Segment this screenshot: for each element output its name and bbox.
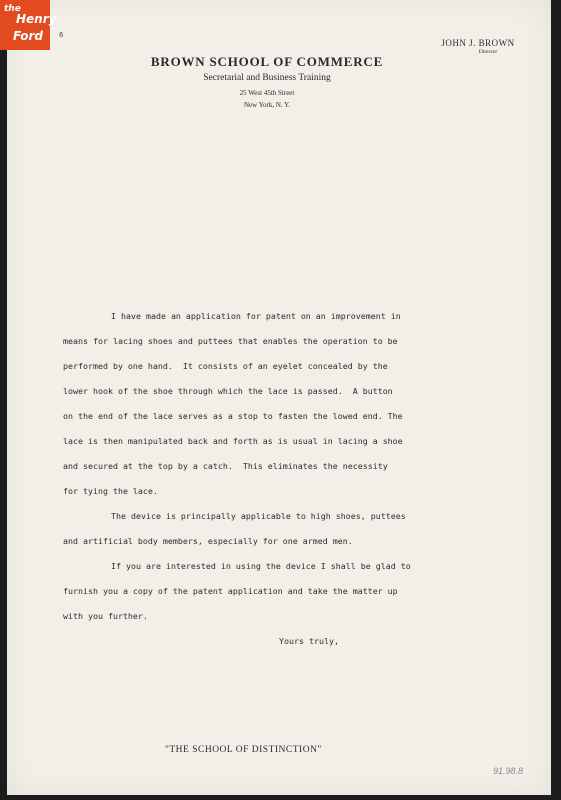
school-address: 25 West 45th Street bbox=[239, 89, 295, 97]
letter-closing: Yours truly, bbox=[279, 636, 339, 646]
school-name: BROWN SCHOOL OF COMMERCE bbox=[150, 54, 384, 69]
letter-page bbox=[7, 0, 551, 795]
letter-line: performed by one hand. It consists of an eyelet concealed by the bbox=[63, 361, 388, 371]
director-name: JOHN J. BROWN bbox=[441, 38, 515, 48]
letterhead bbox=[132, 54, 402, 109]
letter-line: and secured at the top by a catch. This eliminates the necessity bbox=[63, 461, 388, 471]
henry-ford-logo bbox=[0, 0, 57, 50]
letter-line: The device is principally applicable to high shoes, puttees bbox=[111, 511, 406, 521]
school-city: New York, N. Y. bbox=[243, 101, 291, 109]
logo-line-2: Henry bbox=[16, 12, 57, 26]
school-subtitle: Secretarial and Business Training bbox=[203, 73, 331, 83]
letter-line: means for lacing shoes and puttees that enables the operation to be bbox=[63, 336, 398, 346]
catalog-number: 91.98.8 bbox=[493, 766, 524, 776]
letter-line: for tying the lace. bbox=[63, 486, 158, 496]
letter-line: on the end of the lace serves as a stop to fasten the lowed end. The bbox=[63, 411, 403, 421]
letter-line: lower hook of the shoe through which the lace is passed. A button bbox=[63, 386, 393, 396]
letter-line: furnish you a copy of the patent application and take the matter up bbox=[63, 586, 398, 596]
letter-line: If you are interested in using the device I shall be glad to bbox=[111, 561, 411, 571]
letter-line: with you further. bbox=[63, 611, 148, 621]
letter-line: and artificial body members, especially for one armed men. bbox=[63, 536, 353, 546]
logo-line-1: the bbox=[4, 4, 21, 14]
footer-motto: "THE SCHOOL OF DISTINCTION" bbox=[165, 745, 322, 755]
director-block bbox=[423, 38, 533, 55]
letter-line: I have made an application for patent on an improvement in bbox=[111, 311, 401, 321]
letter-line: lace is then manipulated back and forth as is usual in lacing a shoe bbox=[63, 436, 403, 446]
stray-mark: 6 bbox=[59, 31, 64, 39]
director-title: Director bbox=[478, 49, 498, 55]
logo-line-3: Ford bbox=[13, 29, 44, 43]
